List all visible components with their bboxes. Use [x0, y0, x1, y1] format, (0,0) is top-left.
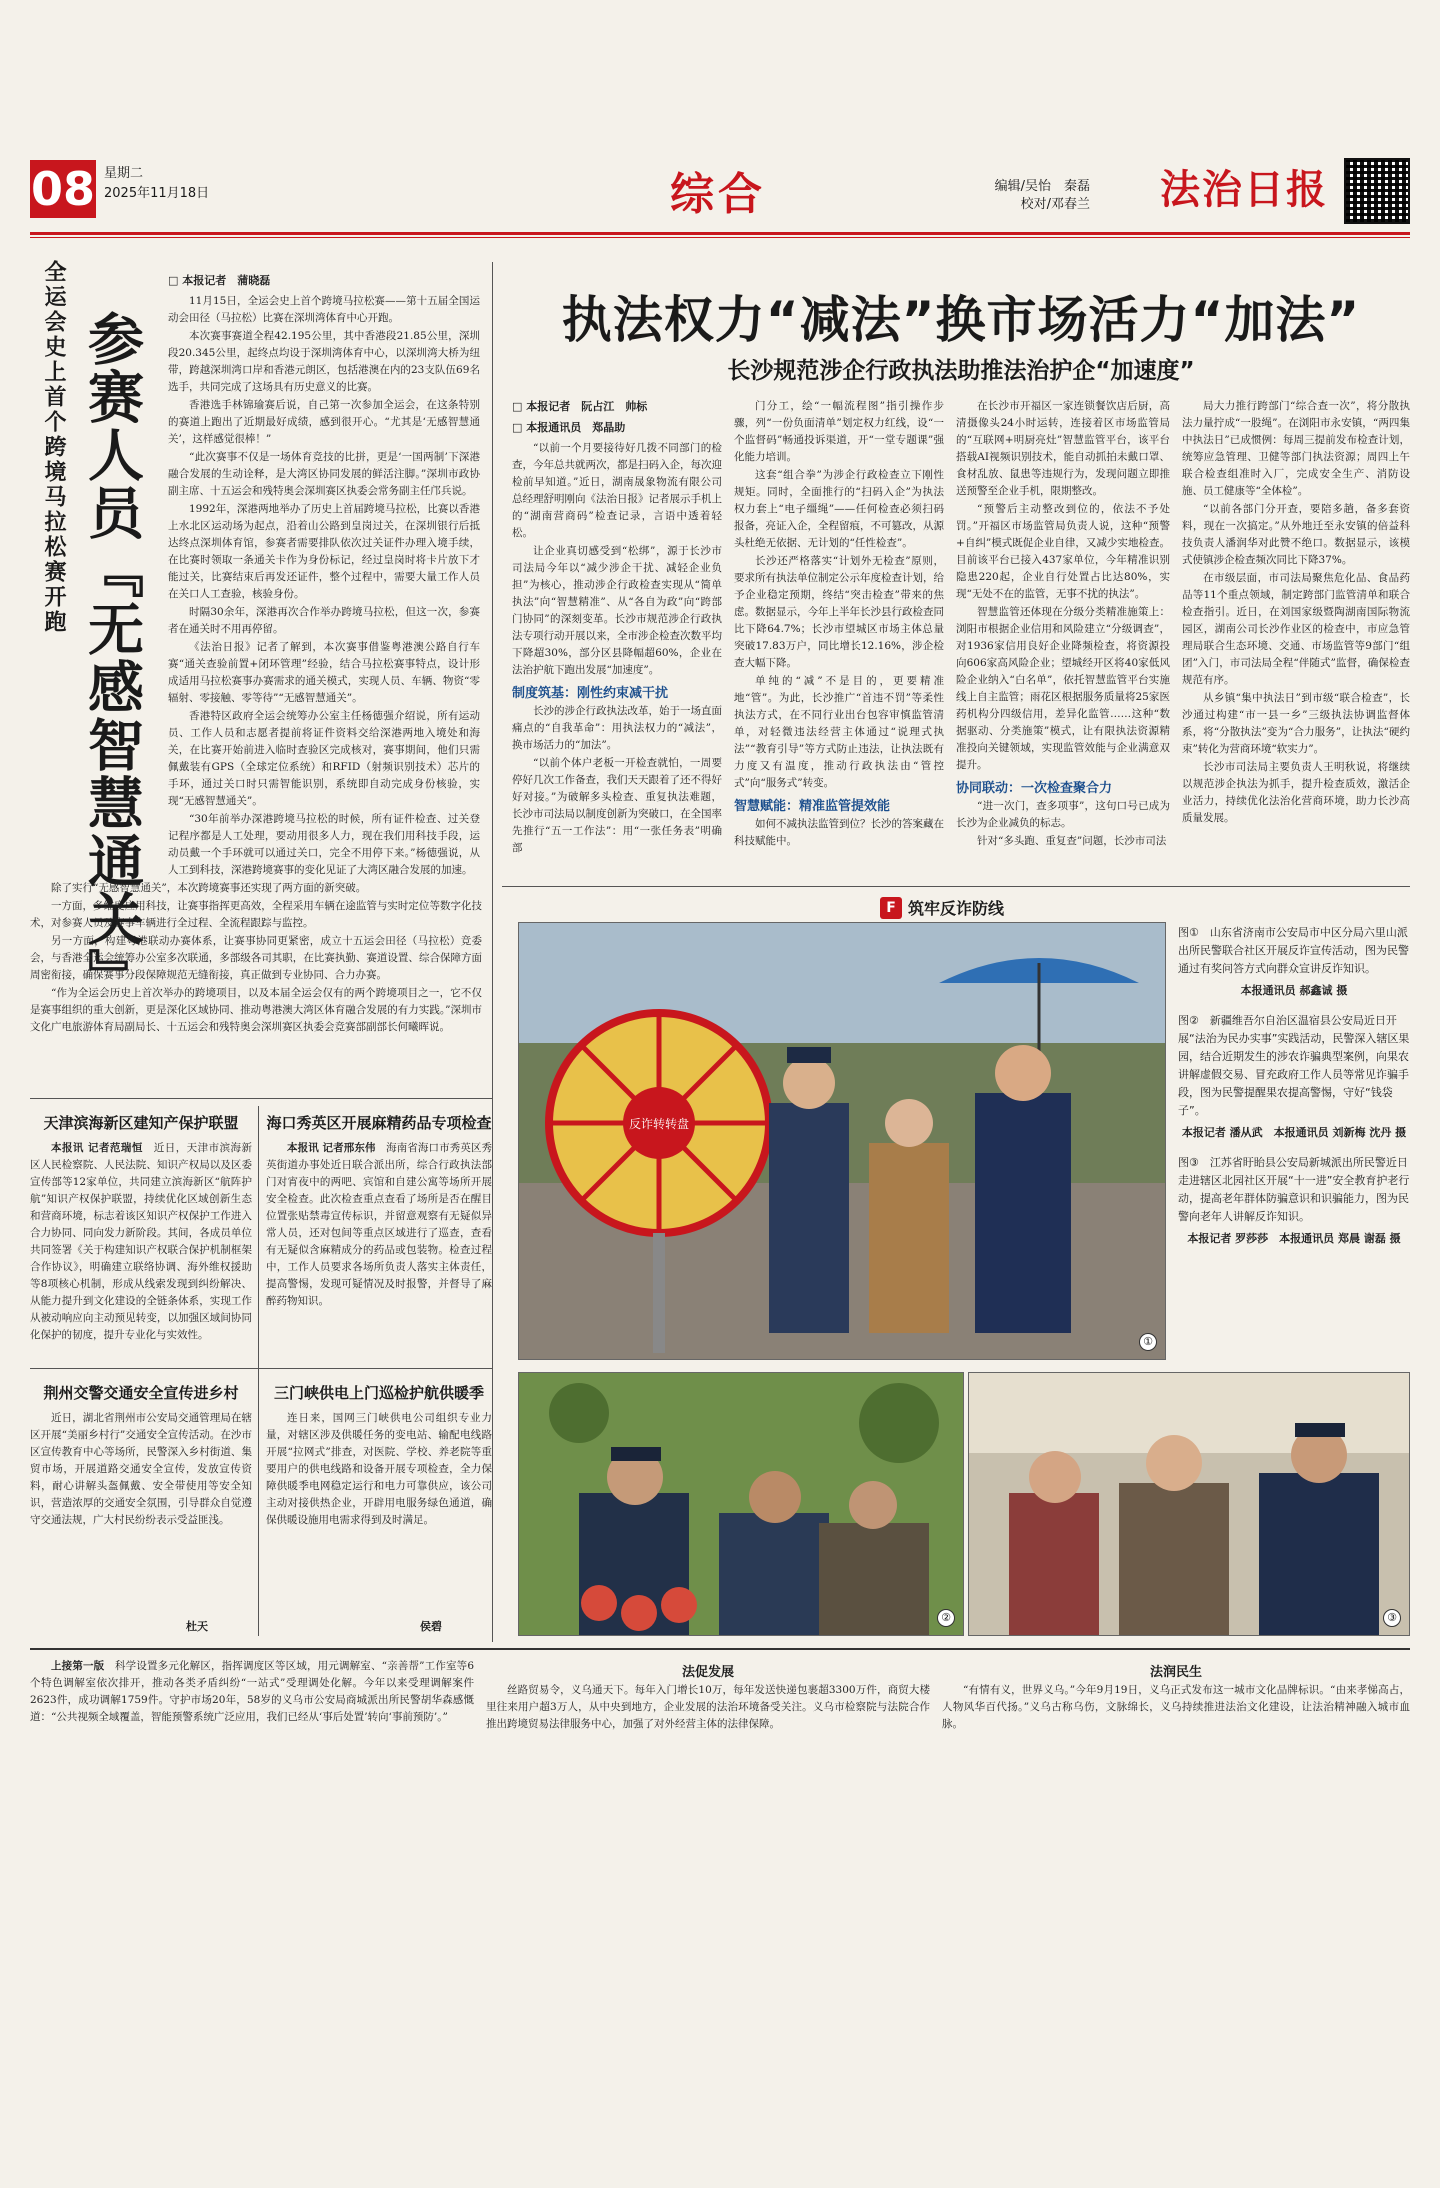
left-story-byline: □ 本报记者 蒲晓磊: [168, 274, 271, 287]
continuation-subheading-1: 法促发展: [681, 1665, 734, 1680]
paragraph: “30年前举办深港跨境马拉松的时候，所有证件检查、过关登记程序都是人工处理，要动用很多人力，现在我们用科技手段，运动员戴一个手环就可以通过关口，完全不用停下来。”杨德强说，从人工到科技，深港跨境赛事的变化见证了大湾区融合发展的加速。: [168, 813, 480, 876]
photo-feature-badge: [880, 896, 1004, 919]
masthead-rule-thin: [30, 237, 1410, 238]
brief-3-title: 荆州交警交通安全宣传进乡村: [43, 1384, 239, 1402]
paragraph: 另一方面，构建粤港联动办赛体系，让赛事协同更紧密，成立十五运会田径（马拉松）竞委会，与香港全运会统筹办公室多次联通，多部级各司其职，在比赛执勤、赛道设置、综合保障方面周密衔接，确保赛事分段保障规范无缝衔接，真正做到专业协同、合力办赛。: [30, 935, 482, 981]
brief-4-title: 三门峡供电上门巡检护航供暖季: [273, 1384, 484, 1402]
paragraph: “作为全运会历史上首次举办的跨境项目，以及本届全运会仅有的两个跨境项目之一，它不仅是赛事组织的重大创新，更是深化区域协同、推动粤港澳大湾区体育融合发展的有力实践。”深圳市文化广电旅游体育局副局长、十五运会和残特奥会深圳赛区执委会竞赛部副部长何曦晖说。: [30, 987, 482, 1033]
paragraph: 从乡镇“集中执法日”到市级“联合检查”，长沙通过构建“市一县一乡”三级执法协调监督体系，将“分散执法”变为“合力服务”，让执法“硬约束”转化为营商环境“软实力”。: [1182, 692, 1410, 755]
paragraph: 1992年，深港两地举办了历史上首届跨境马拉松，比赛以香港上水北区运动场为起点，沿着山公路到皇岗过关，在深圳银行后抵达终点深圳体育馆，参赛者需要排队依次过关证件办理入境手续，在比赛时领取一条通关卡作为身份标记，经过皇岗时将卡片放下才能过关，比赛结束后再发还证件，整个过程中，需要大量工作人员在关口人工查验，核验身份。: [168, 503, 480, 600]
subheading: 智慧赋能：精准监管提效能: [734, 799, 891, 814]
feature-icon: F: [880, 897, 902, 919]
photo-1: [518, 922, 1166, 1360]
editor-line: 编辑/吴怡 秦磊: [994, 179, 1090, 194]
brief-2-title: 海口秀英区开展麻精药品专项检查: [266, 1114, 492, 1132]
subheading: 制度筑基：刚性约束减干扰: [512, 686, 669, 701]
left-story-body-continued: [30, 880, 482, 1080]
masthead: [30, 158, 1410, 228]
brief-divider: [30, 1098, 492, 1099]
section-title: 综合: [670, 169, 766, 220]
paragraph: 《法治日报》记者了解到，本次赛事借鉴粤港澳公路自行车赛“通关查验前置+闭环管理”经验，结合马拉松赛事特点，设计形成适用马拉松赛事办赛需求的通关模式，实现人员、车辆、物资“零辐射、零接触、零等待”“无感智慧通关”。: [168, 641, 480, 704]
paragraph: 在长沙市开福区一家连锁餐饮店后厨，高清摄像头24小时运转，连接着区市场监管局的“互联网+明厨亮灶”智慧监管平台，该平台搭载AI视频识别技术，能自动抓拍未戴口罩、食材乱放、鼠患等违规行为，发现问题立即推送预警至企业手机，限期整改。: [956, 400, 1170, 497]
photo-feature-title: 筑牢反诈防线: [908, 899, 1005, 918]
main-story-col-4: [1182, 398, 1410, 878]
continuation-col-3: [942, 1658, 1410, 2168]
caption-3: 图③ 江苏省盱眙县公安局新城派出所民警近日走进辖区北园社区开展“十一进”安全教育护老行动，提高老年群体防骗意识和识骗能力，图为民警向老年人讲解反诈知识。: [1178, 1156, 1410, 1223]
paragraph: “此次赛事不仅是一场体育竞技的比拼，更是‘一国两制’下深港融合发展的生动诠释，是大湾区协同发展的鲜活注脚。”深圳市政协副主席、十五运会和残特奥会深圳赛区执委会常务副主任邝兵说。: [168, 451, 480, 497]
proof-line: 校对/邓春兰: [1020, 197, 1090, 212]
continuation-col-2: [486, 1658, 930, 2168]
subheading: 协同联动：一次检查聚合力: [956, 781, 1113, 796]
paragraph: 长沙的涉企行政执法改革，始于一场直面痛点的“自我革命”：用执法权力的“减法”，换市场活力的“加法”。: [512, 705, 722, 751]
brief-2-body: [266, 1140, 492, 1358]
photo-captions: [1178, 924, 1410, 1260]
brief-4-text: 连日来，国网三门峡供电公司组织专业力量，对辖区涉及供暖任务的变电站、输配电线路开展“拉网式”排查，对医院、学校、养老院等重要用户的供电线路和设备开展专项检查，全力保障供暖季电网稳定运行和电力可靠供应，该公司主动对接供热企业，开辟用电服务绿色通道，确保供暖设施用电需求得到及时满足。: [266, 1412, 492, 1526]
newspaper-logo: 法治日报: [1160, 166, 1328, 213]
continuation-col-1: [30, 1658, 474, 2168]
photo-2-scene: [519, 1373, 964, 1636]
brief-3-author: 杜天: [186, 1620, 208, 1633]
continuation-para-2: 丝路贸易令，义乌通天下。每年入门增长10万，每年发送快递包裹超3300万件，商贸大楼里往来用户超3万人，从中央到地方，企业发展的法治环境备受关注。义乌市检察院与法院合作推出跨境贸易法律服务中心，加强了对外经营主体的法律保障。: [486, 1684, 930, 1730]
main-headline: 执法权力“减法”换市场活力“加法”: [561, 291, 1361, 349]
left-story-body: [168, 272, 480, 878]
masthead-rule: [30, 232, 1410, 235]
paragraph: “进一次门，查多项事”，这句口号已成为长沙为企业减负的标志。: [956, 800, 1170, 829]
column-divider: [492, 262, 493, 1642]
paragraph: “以前一个月要接待好几拨不同部门的检查，今年总共就两次，都是扫码入企，每次迎检前早知道。”近日，湖南晟象物流有限公司总经理舒明刚向《法治日报》记者展示手机上的“湖南营商码”检查记录，言语中透着轻松。: [512, 442, 722, 539]
paragraph: 这套“组合拳”为涉企行政检查立下刚性规矩。同时，全面推行的“扫码入企”为执法权力套上“电子缰绳”——任何检查必须扫码报备，亮证入企，全程留痕，不可篡改，从源头杜绝无依据、无计划的“任性检查”。: [734, 469, 944, 549]
main-byline-2: □ 本报通讯员 郑晶助: [512, 421, 626, 434]
paragraph: 单纯的“减”不是目的，更要精准地“管”。为此，长沙推广“首违不罚”等柔性执法方式，在不同行业出台包容审慎监管清单，对轻微违法经营主体通过“说理式执法”“教育引导”等方式防止违法，让执法既有力度又有温度，推动行政执法由“管控式”向“服务式”转变。: [734, 675, 944, 789]
paragraph: 香港特区政府全运会统筹办公室主任杨德强介绍说，所有运动员、工作人员和志愿者提前将证件资料交给深港两地入境处和海关，在比赛开始前进入临时查验区完成核对，赛事期间，他们只需佩戴装有GPS（全球定位系统）和RFID（射频识别技术）芯片的手环，通过关口时只需智能识别，系统即自动完成身份核验，实现“无感智慧通关”。: [168, 710, 480, 807]
date: 2025年11月18日: [104, 186, 210, 201]
brief-3-text: 近日，湖北省荆州市公安局交通管理局在辖区开展“美丽乡村行”交通安全宣传活动。在沙市区宣传教育中心等场所，民警深入乡村街道、集贸市场，开展道路交通安全宣传，发放宣传资料，耐心讲解头盔佩戴、安全带使用等安全知识，营造浓厚的交通安全氛围，引导群众自觉遵守交通法规，广大村民纷纷表示受益匪浅。: [30, 1412, 252, 1526]
brief-2-body-text: 海南省海口市秀英区秀英街道办事处近日联合派出所，综合行政执法部门对宵夜中的两吧、宾馆和自建公寓等场所开展安全检查。此次检查重点查看了场所是否在醒目位置张贴禁毒宣传标识，并留意观察有无疑似异常人员，还对包间等重点区域进行了巡查，查看有无疑似含麻精成分的药品或包装物。检查过程中，工作人员要求各场所负责人落实主体责任，提高警惕，发现可疑情况及时报警，并督导了麻醉药物知识。: [266, 1142, 492, 1307]
photo-1-scene: [519, 923, 1166, 1360]
paragraph: 长沙市司法局主要负责人王明秋说，将继续以规范涉企执法为抓手，提升检查质效，激活企业活力，持续优化法治化营商环境，助力长沙高质量发展。: [1182, 761, 1410, 824]
paragraph: “以前个体户老板一开检查就怕，一周要停好几次工作备查，我们天天跟着了还不得好好对接。”为破解多头检查、重复执法难题，长沙市司法局以制度创新为突破口，在全国率先推行“五一工作法”：用“一张任务表”明确部: [512, 757, 722, 854]
paragraph: 让企业真切感受到“松绑”，源于长沙市司法局今年以“减少涉企干扰、减轻企业负担”为核心，推动涉企行政检查实现从“简单执法”向“智慧精准”、从“各自为政”向“跨部门协同”的深刻变革。长沙市规范涉企行政执法专项行动开展以来，全市涉企检查次数平均下降超30%，部分区县降幅超60%，企业在法治护航下跑出发展“加速度”。: [512, 545, 722, 676]
issue-date: [104, 164, 209, 204]
brief-4-body: [266, 1410, 492, 1616]
left-story-title: 参赛人员『无感智慧通关』: [79, 310, 144, 1006]
continuation-text-1: [30, 1658, 474, 1726]
main-story-col-3: [956, 398, 1170, 878]
brief-1-body: [30, 1140, 252, 1358]
brief-2-byline: 本报讯 记者邢东伟: [287, 1142, 376, 1154]
paragraph: 智慧监管还体现在分级分类精准施策上：浏阳市根据企业信用和风险建立“分级调查”，对1936家信用良好企业降频检查，将资源投向606家高风险企业；望城经开区将40家低风险企业纳入“白名单”，依托智慧监管平台实施线上自主监管；雨花区根据服务质量将25家医药机构分四级信用，差异化监管……这种“数据驱动、分类施策”模式，让有限执法资源精准投向关键领域，实现监管效能与企业满意双提升。: [956, 606, 1170, 771]
brief-1-text: [30, 1140, 252, 1344]
paragraph: 11月15日，全运会史上首个跨境马拉松赛——第十五届全国运动会田径（马拉松）比赛在深圳湾体育中心开跑。: [168, 295, 480, 324]
continuation-label: 上接第一版: [51, 1660, 105, 1672]
page-number: 08: [30, 162, 95, 216]
credit-3: 本报记者 罗莎莎 本报通讯员 郑晨 谢磊 摄: [1187, 1232, 1401, 1245]
photo-2: [518, 1372, 964, 1636]
photo-3: [968, 1372, 1410, 1636]
brief-1-byline: 本报讯 记者范瑞恒: [51, 1142, 143, 1154]
section-divider: [502, 886, 1410, 887]
paragraph: 在市级层面，市司法局聚焦危化品、食品药品等11个重点领域，制定跨部门监管清单和联合检查指引。近日，在刘国家级暨陶湖南国际物流园区，湖南公司长沙作业区的检查中，市应急管理局联合生态环境、交通、市场监管等9部门“组团”入门，市司法局全程“伴随式”监督，确保检查规范有序。: [1182, 572, 1410, 686]
main-byline-1: □ 本报记者 阮占江 帅标: [512, 400, 648, 413]
weekday: 星期二: [104, 166, 144, 181]
continuation-para-3: “有情有义，世界义乌。”今年9月19日，义乌正式发布这一城市文化品牌标识。“由来孝悌高占，人物风华百代扬。”义乌古称乌伤，文脉绵长，义乌持续推进法治文化建设，让法治精神融入城市血脉。: [942, 1684, 1410, 1730]
paragraph: 如何不减执法监管到位？长沙的答案藏在科技赋能中。: [734, 818, 944, 847]
main-subheadline: 长沙规范涉企行政执法助推法治护企“加速度”: [727, 358, 1195, 384]
brief-column-divider: [258, 1106, 259, 1636]
brief-2-text: [266, 1140, 492, 1310]
brief-3-body: [30, 1410, 252, 1616]
paragraph: 本次赛事赛道全程42.195公里，其中香港段21.85公里，深圳段20.345公里，起终点均设于深圳湾体育中心，以深圳湾大桥为纽带，跨越深圳湾口岸和香港元朗区，包括港澳在内的23支队伍69名选手，共同完成了这场具有历史意义的比赛。: [168, 330, 480, 393]
paragraph: 一方面，多维度应用科技，让赛事指挥更高效，全程采用车辆在途监管与实时定位等数字化技术，对参赛人员及赛事车辆进行全过程、全流程跟踪与监控。: [30, 900, 482, 929]
credit-2: 本报记者 潘从武 本报通讯员 刘新梅 沈丹 摄: [1181, 1126, 1407, 1139]
qr-code-icon[interactable]: [1344, 158, 1410, 224]
paragraph: “预警后主动整改到位的，依法不予处罚。”开福区市场监管局负责人说，这种“预警+自纠”模式既促企业自律，又减少实地检查。目前该平台已接入437家单位，今年精准识别隐患220起，企业自行处置占比达80%，实现“无处不在的监管，无事不扰的执法”。: [956, 503, 1170, 600]
brief-1-body-text: 近日，天津市滨海新区人民检察院、人民法院、知识产权局以及区委宣传部等12家单位，共同建立滨海新区“航阵护航”知识产权保护联盟，持续优化区域创新生态和营商环境，标志着该区知识产权保护工作进入合力协同、同向发力新阶段。其间，各成员单位共同签署《关于构建知识产权联合保护机制框架合作协议》，明确建立联络协调、海外维权援助等8项核心机制，形成从线索发现到纠纷解决、从能力提升到文化建设的全链条体系，实现工作从被动响应向主动预见转变，以加强区域间协同化保护的韧度，提升专业化与实效性。: [30, 1142, 252, 1341]
photo-number-3: ③: [1383, 1609, 1401, 1627]
main-story-col-2: [734, 398, 944, 878]
photo-3-scene: [969, 1373, 1410, 1636]
paragraph: 除了实行“无感智慧通关”，本次跨境赛事还实现了两方面的新突破。: [51, 882, 367, 894]
caption-1: 图① 山东省济南市公安局市中区分局六里山派出所民警联合社区开展反诈宣传活动，图为民警通过有奖问答方式向群众宣讲反诈知识。: [1178, 926, 1409, 975]
left-story-kicker: 全运会史上首个跨境马拉松赛开跑: [41, 260, 66, 635]
photo-number-2: ②: [937, 1609, 955, 1627]
paragraph: 时隔30余年，深港再次合作举办跨境马拉松，但这一次，参赛者在通关时不用再停留。: [168, 606, 480, 635]
editor-credits: [995, 178, 1090, 214]
paragraph: 长沙还严格落实“计划外无检查”原则，要求所有执法单位制定公示年度检查计划，给予企业稳定预期，终结“突击检查”带来的焦虑。数据显示，今年上半年长沙县行政检查同比下降64.7%；长沙市望城区市场主体总量突破17.83万户，同比增长12.16%，涉企检查大幅下降。: [734, 555, 944, 669]
paragraph: 局大力推行跨部门“综合查一次”，将分散执法力量拧成“一股绳”。在浏阳市永安镇，“两四集中执法日”已成惯例：每周三提前发布检查计划，统筹应急管理、卫健等部门执法资源；周四上午联合检查组准时入厂，完成安全生产、消防设施、员工健康等“全体检”。: [1182, 400, 1410, 497]
brief-1-title: 天津滨海新区建知产保护联盟: [43, 1114, 239, 1132]
credit-1: 本报通讯员 郝鑫诚 摄: [1240, 984, 1348, 997]
wheel-label: 反诈转转盘: [628, 1117, 690, 1131]
bottom-divider: [30, 1648, 1410, 1650]
brief-4-author: 侯碧: [420, 1620, 442, 1633]
brief-divider: [30, 1368, 492, 1369]
paragraph: 针对“多头跑、重复查”问题，长沙市司法: [977, 835, 1167, 847]
photo-number-1: ①: [1139, 1333, 1157, 1351]
paragraph: 门分工，绘“一幅流程图”指引操作步骤，列“一份负面清单”划定权力红线，设“一个监督码”畅通投诉渠道，开“一堂专题课”强化能力培训。: [734, 400, 944, 463]
main-story-col-1: [512, 398, 722, 878]
caption-2: 图② 新疆维吾尔自治区温宿县公安局近日开展“法治为民办实事”实践活动，民警深入辖区果园，结合近期发生的涉农诈骗典型案例，向果农讲解虚假交易、冒充政府工作人员等常见诈骗手段，图为民警提醒果农提高警惕，守好“钱袋子”。: [1178, 1014, 1410, 1117]
continuation-para-1: 科学设置多元化解区，指挥调度区等区域，用元调解室、“亲善帮”工作室等6个特色调解室依次排开，推动各类矛盾纠纷“一站式”受理调处化解。今年以来受理调解案件2623件，成功调解1759件。守护市场20年，58岁的义乌市公安局商城派出所民警胡华森感慨道：“公共视频全域覆盖，智能预警系统广泛应用，我们已经从‘事后处置’转向‘事前预防’。”: [30, 1660, 474, 1723]
paragraph: 香港选手林锦瑜赛后说，自己第一次参加全运会，在这条特别的赛道上跑出了近期最好成绩，感到很开心。“尤其是‘无感智慧通关’，这样感觉很棒！”: [168, 399, 480, 445]
continuation-subheading-2: 法润民生: [1149, 1665, 1202, 1680]
paragraph: “以前各部门分开查，要陪多趟，备多套资料，现在一次搞定。”从外地迁至永安镇的倍益科技负责人潘润华对此赞不绝口。数据显示，该模式使镇涉企检查频次同比下降37%。: [1182, 503, 1410, 566]
